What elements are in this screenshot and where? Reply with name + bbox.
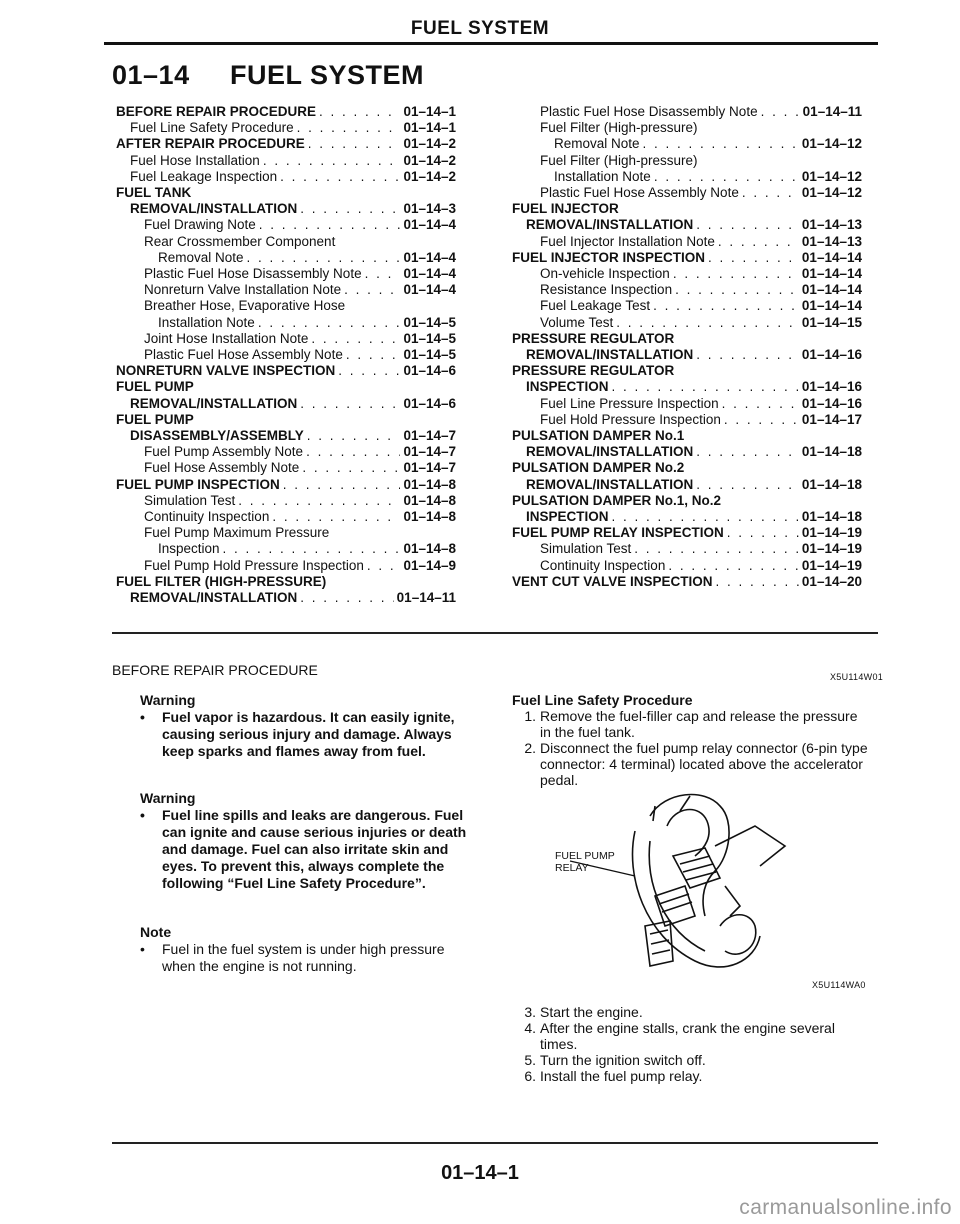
- toc-entry: [512, 574, 862, 590]
- procedure-step: [512, 1020, 868, 1052]
- procedure-step: [512, 1004, 868, 1020]
- toc-entry: [116, 477, 456, 493]
- toc-entry-page: 01–14–4: [403, 249, 456, 265]
- toc-entry-title: FUEL PUMP: [116, 379, 194, 395]
- fuel-pump-relay-illustration: [555, 786, 795, 976]
- warning-block-2: [140, 790, 480, 892]
- toc-entry-page: 01–14–5: [403, 347, 456, 363]
- note-label: Note: [140, 924, 172, 940]
- toc-entry-page: 01–14–16: [801, 347, 862, 363]
- toc-entry-title: Resistance Inspection: [540, 282, 673, 298]
- toc-dot-leader: [612, 379, 799, 395]
- toc-dot-leader: [302, 460, 400, 476]
- toc-dot-leader: [338, 363, 400, 379]
- toc-entry-page: 01–14–14: [801, 266, 862, 282]
- warning-item: [140, 709, 480, 760]
- section-name: FUEL SYSTEM: [230, 60, 425, 90]
- toc-dot-leader: [346, 347, 401, 363]
- watermark: carmanualsonline.info: [739, 1196, 952, 1219]
- warning-label: Warning: [140, 790, 196, 806]
- toc-entry-title: Fuel Leakage Inspection: [130, 168, 278, 184]
- toc-entry-page: 01–14–12: [801, 136, 862, 152]
- toc-entry: [512, 266, 862, 282]
- toc-entry-title: Simulation Test: [144, 492, 236, 508]
- toc-dot-leader: [668, 558, 799, 574]
- toc-entry: [512, 331, 862, 347]
- toc-dot-leader: [247, 250, 401, 266]
- figure-ref-code: X5U114WA0: [812, 980, 866, 990]
- toc-entry-title: FUEL PUMP: [116, 411, 194, 427]
- toc-entry-title: Continuity Inspection: [144, 509, 270, 525]
- toc-dot-leader: [634, 541, 799, 557]
- toc-entry-title: FUEL PUMP RELAY INSPECTION: [512, 525, 724, 541]
- toc-dot-leader: [367, 558, 401, 574]
- toc-entry-page: 01–14–6: [403, 363, 456, 379]
- toc-entry-page: 01–14–4: [403, 217, 456, 233]
- toc-entry-title: DISASSEMBLY/ASSEMBLY: [130, 428, 304, 444]
- toc-dot-leader: [308, 136, 401, 152]
- toc-entry-title: Joint Hose Installation Note: [144, 330, 309, 346]
- toc-dot-leader: [365, 266, 401, 282]
- toc-entry-page: 01–14–4: [403, 266, 456, 282]
- toc-entry-title: Simulation Test: [540, 541, 632, 557]
- note-item: [140, 941, 480, 975]
- toc-entry-page: 01–14–1: [403, 120, 456, 136]
- toc-entry-page: 01–14–8: [403, 492, 456, 508]
- toc-entry: [512, 347, 862, 363]
- toc-entry-page: 01–14–13: [801, 233, 862, 249]
- toc-dot-leader: [263, 153, 401, 169]
- toc-entry-page: 01–14–11: [802, 104, 862, 119]
- step-text: Disconnect the fuel pump relay connector (6-pin type connector: 4 terminal) located above the accelerator pedal.: [540, 740, 868, 788]
- toc-entry-title: NONRETURN VALVE INSPECTION: [116, 363, 336, 379]
- toc-entry-page: 01–14–9: [403, 557, 456, 573]
- toc-entry-page: 01–14–20: [801, 573, 862, 589]
- toc-entry-title: REMOVAL/INSTALLATION: [526, 476, 694, 492]
- toc-entry: [116, 120, 456, 136]
- toc-entry-title: PULSATION DAMPER No.2: [512, 460, 685, 476]
- toc-entry: [116, 412, 456, 428]
- toc-entry: [512, 444, 862, 460]
- toc-entry-title: FUEL INJECTOR: [512, 201, 619, 217]
- figure-label-line: FUEL PUMP: [555, 850, 615, 862]
- toc-entry-title: Fuel Pump Hold Pressure Inspection: [144, 557, 364, 573]
- toc-dot-leader: [283, 477, 401, 493]
- toc-entry: [512, 412, 862, 428]
- toc-entry-title: Fuel Filter (High-pressure): [540, 120, 698, 136]
- header-rule: [104, 42, 878, 45]
- toc-dot-leader: [300, 201, 400, 217]
- toc-entry-page: 01–14–14: [801, 249, 862, 265]
- toc-entry: [512, 477, 862, 493]
- section-number: 01–14: [112, 60, 190, 90]
- toc-entry-title: FUEL INJECTOR INSPECTION: [512, 249, 706, 265]
- toc-entry-title: PRESSURE REGULATOR: [512, 330, 675, 346]
- toc-dot-leader: [696, 217, 799, 233]
- toc-entry-page: 01–14–2: [403, 136, 456, 152]
- procedure-heading: BEFORE REPAIR PROCEDURE: [112, 662, 318, 678]
- note-text: Fuel in the fuel system is under high pressure when the engine is not running.: [162, 941, 445, 974]
- toc-entry: [512, 493, 862, 509]
- toc-entry-title: INSPECTION: [526, 379, 609, 395]
- toc-entry-title: REMOVAL/INSTALLATION: [526, 347, 694, 363]
- toc-entry-title: Removal Note: [158, 249, 244, 265]
- toc-entry: [512, 201, 862, 217]
- toc-dot-leader: [311, 331, 400, 347]
- toc-entry: [116, 217, 456, 233]
- figure-label: [555, 850, 615, 874]
- section-title: [112, 60, 424, 91]
- toc-entry-title: Breather Hose, Evaporative Hose: [144, 298, 346, 314]
- toc-entry-title: Fuel Line Safety Procedure: [130, 120, 294, 136]
- toc-entry-page: 01–14–12: [801, 168, 862, 184]
- toc-dot-leader: [643, 136, 799, 152]
- toc-entry-title: Removal Note: [554, 136, 640, 152]
- toc-dot-leader: [696, 444, 799, 460]
- toc-dot-leader: [306, 444, 400, 460]
- toc-entry: [116, 201, 456, 217]
- toc-entry-page: 01–14–17: [801, 411, 862, 427]
- toc-entry-page: 01–14–15: [801, 314, 862, 330]
- procedure-step: [512, 1068, 868, 1084]
- toc-entry-title: Inspection: [158, 541, 220, 557]
- toc-entry: [116, 509, 456, 525]
- toc-entry-title: Fuel Injector Installation Note: [540, 233, 715, 249]
- bullet-icon: •: [140, 941, 145, 957]
- toc-entry: [116, 574, 456, 590]
- toc-entry-title: Volume Test: [540, 314, 614, 330]
- procedure-step: [512, 1052, 868, 1068]
- toc-dot-leader: [258, 315, 401, 331]
- safety-procedure-title: Fuel Line Safety Procedure: [512, 692, 693, 708]
- toc-dot-leader: [675, 282, 799, 298]
- toc-entry-page: 01–14–12: [801, 185, 862, 201]
- toc-entry: [116, 428, 456, 444]
- step-number: 2.: [524, 740, 536, 756]
- toc-entry-page: 01–14–16: [801, 395, 862, 411]
- toc-entry: [116, 525, 456, 541]
- toc-dot-leader: [722, 396, 799, 412]
- toc-dot-leader: [616, 315, 799, 331]
- toc-entry-title: INSPECTION: [526, 509, 609, 525]
- toc-entry: [512, 298, 862, 314]
- step-text: Start the engine.: [540, 1004, 643, 1020]
- toc-dot-leader: [742, 185, 799, 201]
- toc-entry: [512, 104, 862, 120]
- toc-dot-leader: [612, 509, 799, 525]
- toc-dot-leader: [344, 282, 400, 298]
- toc-dot-leader: [724, 412, 799, 428]
- toc-dot-leader: [297, 120, 401, 136]
- toc-entry: [116, 363, 456, 379]
- toc-entry-page: 01–14–4: [403, 282, 456, 298]
- toc-entry: [512, 169, 862, 185]
- toc-entry-page: 01–14–5: [403, 314, 456, 330]
- toc-entry-title: Fuel Filter (High-pressure): [540, 152, 698, 168]
- step-number: 1.: [524, 708, 536, 724]
- toc-entry-page: 01–14–13: [801, 217, 862, 233]
- toc-dot-leader: [761, 104, 800, 120]
- toc-entry-title: AFTER REPAIR PROCEDURE: [116, 136, 305, 152]
- toc-entry-title: Rear Crossmember Component: [144, 233, 336, 249]
- toc-entry-title: FUEL PUMP INSPECTION: [116, 476, 280, 492]
- toc-entry-title: Nonreturn Valve Installation Note: [144, 282, 342, 298]
- toc-entry-title: Plastic Fuel Hose Assembly Note: [540, 185, 739, 201]
- toc-entry-page: 01–14–2: [403, 152, 456, 168]
- toc-entry-title: Installation Note: [554, 168, 651, 184]
- toc-entry-page: 01–14–16: [801, 379, 862, 395]
- toc-entry: [512, 558, 862, 574]
- toc-entry-page: 01–14–18: [801, 444, 862, 460]
- toc-entry-page: 01–14–18: [801, 476, 862, 492]
- toc-dot-leader: [307, 428, 401, 444]
- toc-entry: [512, 185, 862, 201]
- toc-entry: [116, 136, 456, 152]
- toc-entry-title: REMOVAL/INSTALLATION: [130, 201, 298, 217]
- step-text: Turn the ignition switch off.: [540, 1052, 706, 1068]
- toc-entry-title: Fuel Hose Installation: [130, 152, 260, 168]
- toc-entry-page: 01–14–3: [403, 201, 456, 217]
- toc-entry-title: Installation Note: [158, 314, 255, 330]
- toc-entry: [116, 493, 456, 509]
- toc-entry-page: 01–14–7: [403, 444, 456, 460]
- step-number: 6.: [524, 1068, 536, 1084]
- toc-entry-page: 01–14–1: [403, 104, 456, 119]
- step-number: 4.: [524, 1020, 536, 1036]
- toc-dot-leader: [716, 574, 799, 590]
- toc-entry: [512, 217, 862, 233]
- toc-entry-page: 01–14–7: [403, 428, 456, 444]
- toc-entry-title: Fuel Leakage Test: [540, 298, 651, 314]
- note-block: [140, 924, 480, 975]
- toc-entry-page: 01–14–19: [801, 541, 862, 557]
- toc-entry: [512, 250, 862, 266]
- toc-entry-title: Plastic Fuel Hose Assembly Note: [144, 347, 343, 363]
- toc-dot-leader: [272, 509, 400, 525]
- footer-rule: [112, 1142, 878, 1144]
- toc-entry-title: Fuel Drawing Note: [144, 217, 256, 233]
- toc-entry-title: REMOVAL/INSTALLATION: [130, 590, 298, 606]
- toc-right-column: [512, 104, 862, 590]
- toc-dot-leader: [259, 217, 401, 233]
- toc-entry-page: 01–14–5: [403, 330, 456, 346]
- step-text: Remove the fuel-filler cap and release the pressure in the fuel tank.: [540, 708, 858, 740]
- toc-entry: [512, 234, 862, 250]
- toc-entry: [116, 315, 456, 331]
- toc-entry-page: 01–14–18: [801, 509, 862, 525]
- warning-text: Fuel line spills and leaks are dangerous. Fuel can ignite and cause serious injuries or death and damage. Fuel can also irritate skin and eyes. To prevent this, always complete the following “Fuel Line Safety Procedure”.: [162, 807, 467, 891]
- toc-entry-title: FUEL TANK: [116, 185, 192, 201]
- toc-entry: [116, 347, 456, 363]
- page-number: 01–14–1: [441, 1162, 519, 1184]
- safety-procedure-top: [512, 692, 868, 788]
- toc-entry-title: BEFORE REPAIR PROCEDURE: [116, 104, 317, 119]
- toc-dot-leader: [300, 396, 400, 412]
- toc-entry: [116, 250, 456, 266]
- toc-entry: [116, 541, 456, 557]
- warning-text: Fuel vapor is hazardous. It can easily ignite, causing serious injury and damage. Always keep sparks and flames away from fuel.: [162, 709, 455, 759]
- toc-entry-page: 01–14–19: [801, 525, 862, 541]
- step-number: 3.: [524, 1004, 536, 1020]
- toc-entry-title: PULSATION DAMPER No.1, No.2: [512, 492, 722, 508]
- toc-entry-page: 01–14–11: [396, 590, 456, 606]
- step-text: Install the fuel pump relay.: [540, 1068, 703, 1084]
- step-number: 5.: [524, 1052, 536, 1068]
- toc-entry: [116, 104, 456, 120]
- toc-entry-title: Continuity Inspection: [540, 557, 666, 573]
- section-divider: [112, 632, 878, 634]
- toc-entry: [116, 558, 456, 574]
- warning-item: [140, 807, 480, 892]
- figure-label-line: RELAY: [555, 862, 589, 874]
- toc-entry-title: Plastic Fuel Hose Disassembly Note: [144, 266, 362, 282]
- toc-entry-title: Fuel Hold Pressure Inspection: [540, 411, 721, 427]
- step-text: After the engine stalls, crank the engine several times.: [540, 1020, 835, 1052]
- toc-entry-page: 01–14–14: [801, 298, 862, 314]
- toc-entry: [512, 153, 862, 169]
- toc-dot-leader: [653, 298, 799, 314]
- steps-after-figure: [512, 1004, 868, 1084]
- toc-entry: [512, 541, 862, 557]
- toc-entry: [512, 396, 862, 412]
- toc-entry-title: PULSATION DAMPER No.1: [512, 428, 685, 444]
- toc-dot-leader: [654, 169, 799, 185]
- toc-entry: [116, 153, 456, 169]
- toc-dot-leader: [718, 234, 799, 250]
- toc-dot-leader: [673, 266, 799, 282]
- toc-dot-leader: [223, 541, 401, 557]
- procedure-step: [512, 740, 868, 788]
- bullet-icon: •: [140, 709, 145, 725]
- toc-entry: [512, 509, 862, 525]
- warning-block-1: [140, 692, 480, 760]
- toc-entry-title: Fuel Hose Assembly Note: [144, 460, 300, 476]
- toc-entry: [116, 169, 456, 185]
- toc-entry: [512, 282, 862, 298]
- toc-entry: [116, 266, 456, 282]
- toc-entry-title: VENT CUT VALVE INSPECTION: [512, 573, 713, 589]
- toc-entry: [512, 120, 862, 136]
- page-header-title: FUEL SYSTEM: [410, 18, 550, 39]
- toc-entry-page: 01–14–8: [403, 509, 456, 525]
- toc-dot-leader: [696, 477, 799, 493]
- procedure-ref-code: X5U114W01: [830, 672, 884, 682]
- toc-entry: [116, 234, 456, 250]
- bullet-icon: •: [140, 807, 145, 823]
- toc-left-column: [116, 104, 456, 606]
- toc-dot-leader: [727, 525, 799, 541]
- toc-entry-title: REMOVAL/INSTALLATION: [526, 217, 694, 233]
- toc-entry-title: FUEL FILTER (HIGH-PRESSURE): [116, 573, 327, 589]
- toc-entry-page: 01–14–8: [403, 476, 456, 492]
- toc-entry-title: Fuel Line Pressure Inspection: [540, 395, 719, 411]
- toc-dot-leader: [300, 590, 393, 606]
- toc-entry: [512, 315, 862, 331]
- toc-entry-page: 01–14–8: [403, 541, 456, 557]
- toc-entry-page: 01–14–19: [801, 557, 862, 573]
- toc-entry: [116, 379, 456, 395]
- toc-entry-title: Plastic Fuel Hose Disassembly Note: [540, 104, 758, 119]
- toc-dot-leader: [708, 250, 799, 266]
- steps-before-figure: [512, 708, 868, 788]
- toc-entry: [512, 460, 862, 476]
- toc-entry: [512, 136, 862, 152]
- toc-entry: [116, 282, 456, 298]
- toc-entry-page: 01–14–6: [403, 395, 456, 411]
- toc-entry-title: REMOVAL/INSTALLATION: [526, 444, 694, 460]
- warning-label: Warning: [140, 692, 196, 708]
- toc-entry-title: REMOVAL/INSTALLATION: [130, 395, 298, 411]
- toc-entry: [116, 460, 456, 476]
- toc-dot-leader: [696, 347, 799, 363]
- procedure-step: [512, 708, 868, 740]
- toc-entry-title: Fuel Pump Assembly Note: [144, 444, 304, 460]
- toc-dot-leader: [280, 169, 400, 185]
- toc-entry: [512, 363, 862, 379]
- toc-entry-title: PRESSURE REGULATOR: [512, 363, 675, 379]
- toc-entry-page: 01–14–7: [403, 460, 456, 476]
- toc-entry: [116, 590, 456, 606]
- toc-entry-page: 01–14–2: [403, 168, 456, 184]
- toc-entry: [116, 331, 456, 347]
- fuel-pump-relay-figure: [555, 786, 795, 976]
- toc-dot-leader: [238, 493, 400, 509]
- toc-entry-title: On-vehicle Inspection: [540, 266, 670, 282]
- toc-entry: [116, 444, 456, 460]
- toc-entry: [512, 428, 862, 444]
- toc-entry: [116, 298, 456, 314]
- toc-entry-title: Fuel Pump Maximum Pressure: [144, 525, 330, 541]
- toc-dot-leader: [319, 104, 400, 120]
- toc-entry: [512, 379, 862, 395]
- toc-entry: [116, 396, 456, 412]
- toc-entry: [512, 525, 862, 541]
- toc-entry-page: 01–14–14: [801, 282, 862, 298]
- toc-entry: [116, 185, 456, 201]
